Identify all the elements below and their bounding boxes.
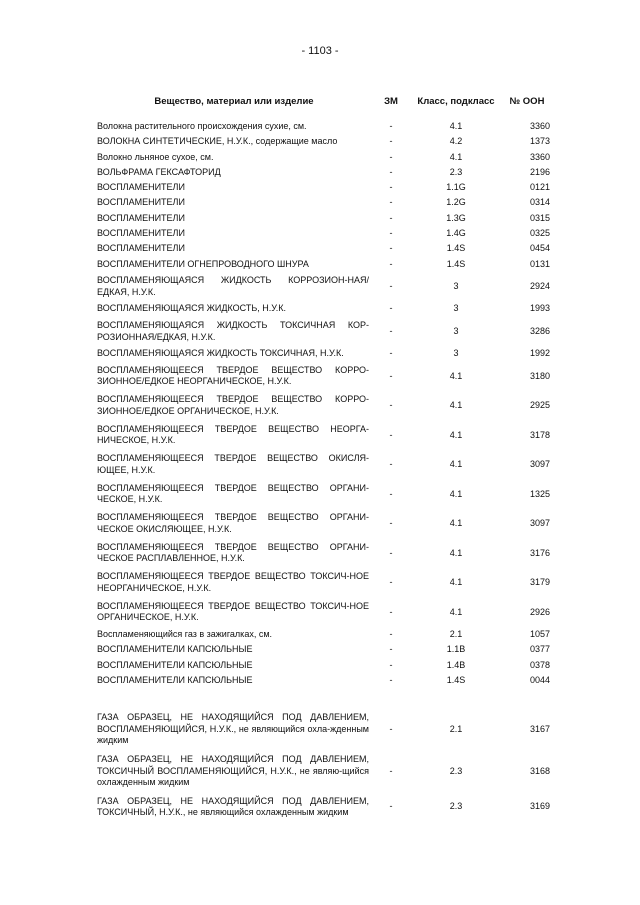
un-number: 3168 [529, 765, 550, 776]
class-cell: 4.1 [449, 577, 463, 588]
table-row [97, 134, 553, 149]
table-row [97, 301, 553, 316]
class-cell: 2.3 [449, 765, 463, 776]
zm-mark: - [389, 281, 393, 292]
zm-mark: - [389, 182, 393, 193]
un-number: 0377 [529, 644, 550, 655]
un-number: 1325 [529, 488, 550, 499]
class-cell: 1.2G [446, 197, 466, 208]
table-row [97, 257, 553, 272]
spacer-row [97, 688, 553, 708]
table-row [97, 539, 553, 569]
substance-name: Волокна растительного происхождения сухие, см. [97, 120, 307, 131]
zm-mark: - [389, 258, 393, 269]
un-number: 3360 [529, 120, 550, 131]
substance-name: ВОСПЛАМЕНИТЕЛИ [97, 228, 185, 239]
zm-mark: - [389, 429, 393, 440]
zm-mark: - [389, 197, 393, 208]
zm-mark: - [389, 518, 393, 529]
substance-name: ВОСПЛАМЕНИТЕЛИ КАПСЮЛЬНЫЕ [97, 674, 253, 685]
table-row [97, 750, 553, 792]
un-number: 1993 [529, 303, 550, 314]
un-number: 2926 [529, 606, 550, 617]
class-cell: 3 [453, 281, 459, 292]
zm-mark: - [389, 212, 393, 223]
un-number: 0044 [529, 674, 550, 685]
zm-mark: - [389, 120, 393, 131]
zm-mark: - [389, 325, 393, 336]
class-cell: 4.1 [449, 370, 463, 381]
class-cell: 4.2 [449, 136, 463, 147]
un-number: 2925 [529, 400, 550, 411]
substance-name: ВОСПЛАМЕНЯЮЩЕЕСЯ ТВЕРДОЕ ВЕЩЕСТВО ОКИСЛЯ-ЮЩЕЕ, Н.У.К. [97, 453, 369, 475]
un-number: 3286 [529, 325, 550, 336]
substance-name: ВОСПЛАМЕНЯЮЩАЯСЯ ЖИДКОСТЬ, Н.У.К. [97, 303, 286, 314]
substance-name: ВОСПЛАМЕНИТЕЛИ [97, 212, 185, 223]
dangerous-goods-table [97, 87, 553, 822]
table-row [97, 509, 553, 539]
substance-name: ВОСПЛАМЕНИТЕЛИ [97, 182, 185, 193]
zm-mark: - [389, 400, 393, 411]
substance-name: ВОСПЛАМЕНЯЮЩАЯСЯ ЖИДКОСТЬ ТОКСИЧНАЯ КОР-РОЗИОННАЯ/ЕДКАЯ, Н.У.К. [97, 320, 369, 342]
zm-mark: - [389, 243, 393, 254]
class-cell: 1.3G [446, 212, 466, 223]
substance-name: ГАЗА ОБРАЗЕЦ, НЕ НАХОДЯЩИЙСЯ ПОД ДАВЛЕНИЕМ, ВОСПЛАМЕНЯЮЩИЙСЯ, Н.У.К., не являющийся охла-жденным жидким [97, 712, 369, 745]
un-number: 3178 [529, 429, 550, 440]
class-cell: 1.4S [446, 243, 466, 254]
un-number: 0378 [529, 659, 550, 670]
substance-name: Воспламеняющийся газ в зажигалках, см. [97, 629, 273, 639]
zm-mark: - [389, 136, 393, 147]
un-number: 3360 [529, 151, 550, 162]
table-body [97, 119, 553, 822]
table-row [97, 708, 553, 750]
table-row [97, 450, 553, 480]
un-number: 3169 [529, 801, 550, 812]
class-cell: 2.1 [449, 723, 463, 734]
table-row [97, 165, 553, 180]
substance-name: ВОСПЛАМЕНИТЕЛИ КАПСЮЛЬНЫЕ [97, 659, 253, 670]
zm-mark: - [389, 166, 393, 177]
substance-name: ВОЛОКНА СИНТЕТИЧЕСКИЕ, Н.У.К., содержащие масло [97, 136, 338, 147]
table-row [97, 195, 553, 210]
zm-mark: - [389, 674, 393, 685]
class-cell: 4.1 [449, 459, 463, 470]
table-row [97, 598, 553, 628]
substance-name: ВОЛЬФРАМА ГЕКСАФТОРИД [97, 166, 221, 177]
class-cell: 4.1 [449, 400, 463, 411]
substance-name: ВОСПЛАМЕНЯЮЩЕЕСЯ ТВЕРДОЕ ВЕЩЕСТВО ОРГАНИ-ЧЕСКОЕ ОКИСЛЯЮЩЕЕ, Н.У.К. [97, 512, 369, 534]
substance-name: ВОСПЛАМЕНИТЕЛИ КАПСЮЛЬНЫЕ [97, 644, 253, 655]
table-row [97, 568, 553, 598]
table-row [97, 658, 553, 673]
substance-name: ВОСПЛАМЕНЯЮЩЕЕСЯ ТВЕРДОЕ ВЕЩЕСТВО НЕОРГА-НИЧЕСКОЕ, Н.У.К. [97, 423, 369, 446]
substance-name: ВОСПЛАМЕНЯЮЩЕЕСЯ ТВЕРДОЕ ВЕЩЕСТВО ТОКСИЧ-НОЕ ОРГАНИЧЕСКОЕ, Н.У.К. [97, 600, 369, 623]
table-row [97, 480, 553, 510]
table-row [97, 180, 553, 195]
class-cell: 4.1 [449, 518, 463, 529]
table-row [97, 792, 553, 822]
un-number: 3097 [529, 518, 550, 529]
zm-mark: - [389, 801, 393, 812]
table-row [97, 421, 553, 451]
class-cell: 2.3 [449, 166, 463, 177]
zm-mark: - [389, 228, 393, 239]
class-cell: 4.1 [449, 429, 463, 440]
class-cell: 4.1 [449, 488, 463, 499]
table-row [97, 627, 553, 642]
un-number: 3180 [529, 370, 550, 381]
header-un-number: № ООН [509, 95, 545, 107]
substance-name: ВОСПЛАМЕНИТЕЛИ [97, 197, 185, 208]
un-number: 3179 [529, 577, 550, 588]
substance-name: ГАЗА ОБРАЗЕЦ, НЕ НАХОДЯЩИЙСЯ ПОД ДАВЛЕНИЕМ, ТОКСИЧНЫЙ ВОСПЛАМЕНЯЮЩИЙСЯ, Н.У.К., не являю-щийся охлажденным жидким [97, 754, 369, 787]
substance-name: ВОСПЛАМЕНИТЕЛИ ОГНЕПРОВОДНОГО ШНУРА [97, 258, 309, 269]
table-row [97, 346, 553, 361]
zm-mark: - [389, 303, 393, 314]
page-number: - 1103 - [301, 45, 339, 57]
substance-name: Волокно льняное сухое, см. [97, 151, 214, 162]
zm-mark: - [389, 765, 393, 776]
class-cell: 4.1 [449, 606, 463, 617]
un-number: 1057 [529, 629, 550, 639]
table-row [97, 211, 553, 226]
un-number: 0131 [529, 258, 550, 269]
un-number: 3176 [529, 547, 550, 558]
table-row [97, 673, 553, 688]
table-row [97, 119, 553, 134]
header-substance: Вещество, материал или изделие [154, 95, 314, 107]
zm-mark: - [389, 629, 393, 639]
zm-mark: - [389, 577, 393, 588]
zm-mark: - [389, 606, 393, 617]
un-number: 1373 [529, 136, 550, 147]
substance-name: ГАЗА ОБРАЗЕЦ, НЕ НАХОДЯЩИЙСЯ ПОД ДАВЛЕНИЕМ, ТОКСИЧНЫЙ, Н.У.К., не являющийся охлажденным жидким [97, 795, 369, 817]
substance-name: ВОСПЛАМЕНЯЮЩАЯСЯ ЖИДКОСТЬ ТОКСИЧНАЯ, Н.У.К. [97, 348, 344, 359]
class-cell: 3 [453, 325, 459, 336]
table-row [97, 642, 553, 657]
zm-mark: - [389, 547, 393, 558]
un-number: 3167 [529, 723, 550, 734]
class-cell: 1.4S [446, 674, 466, 685]
table-row [97, 272, 553, 302]
substance-name: ВОСПЛАМЕНЯЮЩЕЕСЯ ТВЕРДОЕ ВЕЩЕСТВО ОРГАНИ-ЧЕСКОЕ, Н.У.К. [97, 482, 369, 505]
class-cell: 3 [453, 303, 459, 314]
table-row [97, 317, 553, 347]
class-cell: 2.3 [449, 801, 463, 812]
zm-mark: - [389, 723, 393, 734]
class-cell: 3 [453, 348, 459, 359]
zm-mark: - [389, 459, 393, 470]
class-cell: 2.1 [449, 629, 463, 639]
table-row [97, 150, 553, 165]
substance-name: ВОСПЛАМЕНИТЕЛИ [97, 243, 185, 254]
un-number: 0325 [529, 228, 550, 239]
zm-mark: - [389, 488, 393, 499]
un-number: 2196 [529, 166, 550, 177]
header-zm: ЗМ [384, 95, 398, 107]
un-number: 0454 [529, 243, 550, 254]
un-number: 0315 [529, 212, 550, 223]
substance-name: ВОСПЛАМЕНЯЮЩЕЕСЯ ТВЕРДОЕ ВЕЩЕСТВО КОРРО-ЗИОННОЕ/ЕДКОЕ ОРГАНИЧЕСКОЕ, Н.У.К. [97, 394, 369, 416]
class-cell: 1.1B [446, 644, 466, 655]
class-cell: 1.4B [446, 659, 466, 670]
class-cell: 4.1 [449, 547, 463, 558]
header-class: Класс, подкласс [417, 95, 495, 107]
zm-mark: - [389, 348, 393, 359]
table-row [97, 362, 553, 392]
substance-name: ВОСПЛАМЕНЯЮЩЕЕСЯ ТВЕРДОЕ ВЕЩЕСТВО ТОКСИЧ-НОЕ НЕОРГАНИЧЕСКОЕ, Н.У.К. [97, 571, 369, 593]
class-cell: 1.1G [446, 182, 466, 193]
substance-name: ВОСПЛАМЕНЯЮЩАЯСЯ ЖИДКОСТЬ КОРРОЗИОН-НАЯ/ЕДКАЯ, Н.У.К. [97, 275, 369, 297]
table-row [97, 226, 553, 241]
zm-mark: - [389, 659, 393, 670]
un-number: 3097 [529, 459, 550, 470]
zm-mark: - [389, 151, 393, 162]
class-cell: 1.4G [446, 228, 466, 239]
class-cell: 4.1 [449, 120, 463, 131]
substance-name: ВОСПЛАМЕНЯЮЩЕЕСЯ ТВЕРДОЕ ВЕЩЕСТВО КОРРО-ЗИОННОЕ/ЕДКОЕ НЕОРГАНИЧЕСКОЕ, Н.У.К. [97, 364, 369, 387]
table-header-row [97, 87, 553, 119]
zm-mark: - [389, 370, 393, 381]
table-row [97, 241, 553, 256]
class-cell: 4.1 [449, 151, 463, 162]
class-cell: 1.4S [446, 258, 466, 269]
zm-mark: - [389, 644, 393, 655]
table-row [97, 391, 553, 421]
un-number: 1992 [529, 348, 550, 359]
un-number: 2924 [529, 281, 550, 292]
un-number: 0314 [529, 197, 550, 208]
substance-name: ВОСПЛАМЕНЯЮЩЕЕСЯ ТВЕРДОЕ ВЕЩЕСТВО ОРГАНИ-ЧЕСКОЕ РАСПЛАВЛЕННОЕ, Н.У.К. [97, 541, 369, 564]
un-number: 0121 [529, 182, 550, 193]
